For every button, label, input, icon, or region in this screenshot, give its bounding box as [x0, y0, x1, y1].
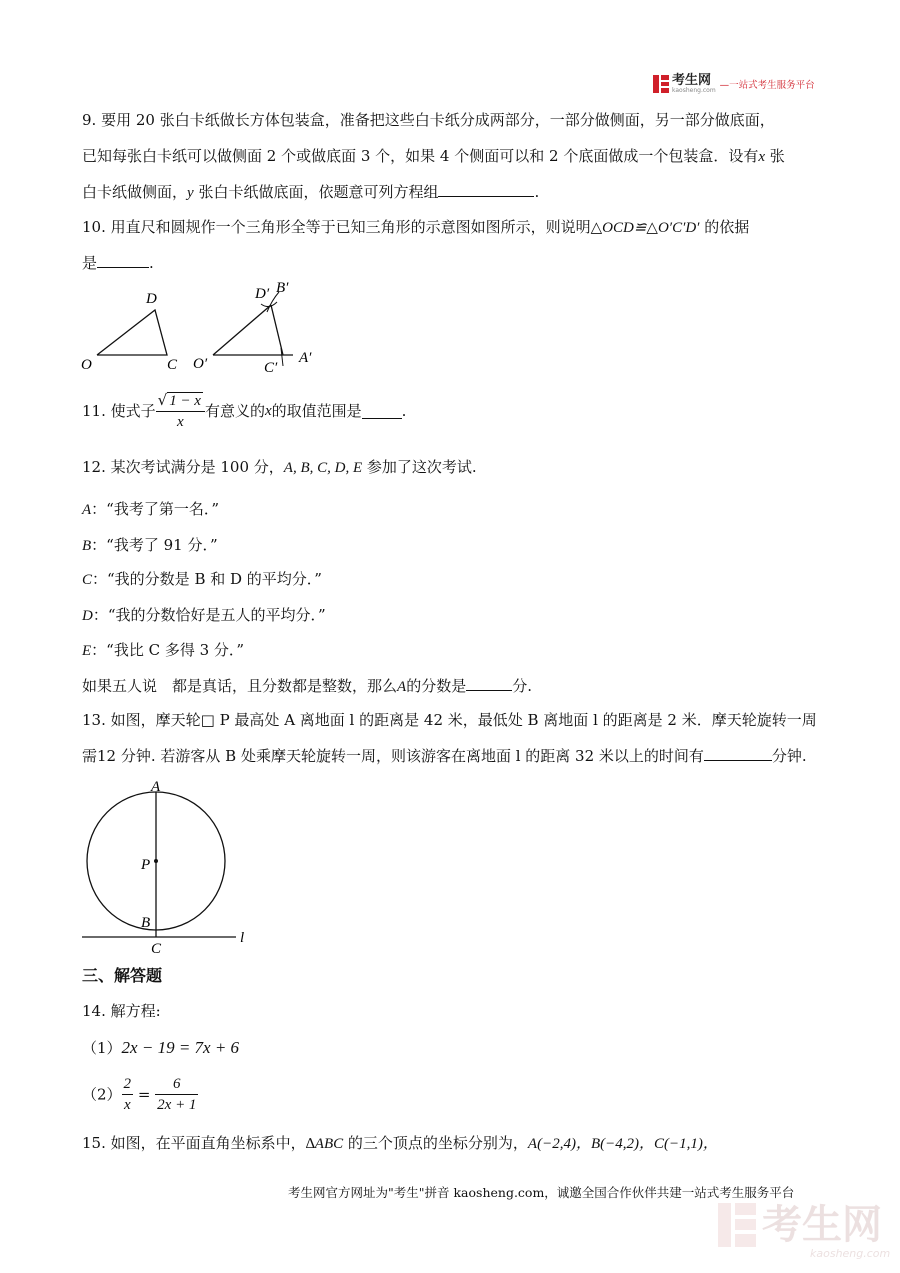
q12-answer-blank — [466, 676, 512, 691]
q13-figure — [78, 775, 278, 960]
label-C-prime: C′ — [264, 360, 278, 376]
label-P: P — [141, 857, 151, 873]
q9-line1: 9. 要用 20 张白卡纸做长方体包装盒，准备把这些白卡纸分成两部分，一部分做侧面，另一部分做底面， — [82, 111, 775, 129]
q13-answer-blank — [704, 746, 772, 761]
footer-text: 考生网官方网址为"考生"拼音 kaosheng.com，诚邀全国合作伙伴共建一站式考生服务平台 — [288, 1185, 795, 1200]
label-l: l — [240, 930, 245, 946]
q9-line3: 白卡纸做侧面，y 张白卡纸做底面，依题意可列方程组 . — [82, 183, 540, 201]
label-B-prime: B′ — [276, 280, 289, 296]
q12-conclusion: 如果五人说 都是真话，且分数都是整数，那么A的分数是 分. — [82, 677, 532, 695]
label-D-prime: D′ — [255, 286, 270, 302]
q12-statement-a: A：“我考了第一名．” — [82, 500, 220, 518]
logo-name: 考生网 — [672, 72, 712, 88]
label-D: D — [146, 291, 157, 307]
q14-eq1: （1）2x − 19 = 7x + 6 — [82, 1038, 240, 1057]
q10-answer-blank — [97, 253, 149, 268]
q12-line1: 12. 某次考试满分是 100 分，A, B, C, D, E 参加了这次考试. — [82, 458, 477, 476]
label-C: C — [167, 357, 178, 373]
q13-line2: 需12 分钟. 若游客从 B 处乘摩天轮旋转一周，则该游客在离地面 l 的距离 32 米以上的时间有 分钟. — [82, 747, 807, 765]
q12-statement-d: D：“我的分数恰好是五人的平均分．” — [82, 606, 326, 624]
label-A: A — [151, 779, 161, 795]
q9-answer-blank — [438, 182, 534, 197]
label-C: C — [151, 941, 162, 957]
section-title: 三、解答题 — [82, 966, 163, 985]
watermark-domain: kaosheng.com — [810, 1247, 891, 1260]
watermark-logo-icon — [718, 1203, 756, 1247]
q10-figure — [75, 278, 335, 378]
label-A-prime: A′ — [299, 350, 312, 366]
q12-statement-b: B：“我考了 91 分．” — [82, 536, 218, 554]
header-logo — [653, 73, 815, 95]
q12-statement-c: C：“我的分数是 B 和 D 的平均分．” — [82, 570, 322, 588]
label-O-prime: O′ — [193, 356, 208, 372]
q9-line2: 已知每张白卡纸可以做侧面 2 个或做底面 3 个，如果 4 个侧面可以和 2 个底面做成一个包装盒．设有x 张 — [82, 147, 785, 165]
logo-domain: kaosheng.com — [672, 86, 716, 94]
kaosheng-logo-icon — [653, 75, 669, 93]
header-slogan: —一站式考生服务平台 — [719, 80, 815, 91]
logo-brand — [672, 72, 716, 94]
q13-line1: 13. 如图，摩天轮□ P 最高处 A 离地面 l 的距离是 42 米，最低处 B 离地面 l 的距离是 2 米．摩天轮旋转一周 — [82, 711, 817, 729]
q10-line2: 是 . — [82, 254, 154, 272]
q10-line1: 10. 用直尺和圆规作一个三角形全等于已知三角形的示意图如图所示，则说明△OCD≌△O′C′D′ 的依据 — [82, 218, 750, 236]
q15-line1: 15. 如图，在平面直角坐标系中，∆ABC 的三个顶点的坐标分别为，A(−2,4)，B(−4,2)，C(−1,1)， — [82, 1134, 718, 1152]
q11-fraction: $\frac{√ 1 - x}{x}$ — [156, 390, 205, 432]
label-B: B — [141, 915, 151, 931]
watermark-text: 考生网 — [762, 1202, 882, 1248]
q14-title: 14. 解方程: — [82, 1002, 161, 1020]
q11-answer-blank — [362, 404, 402, 419]
q12-statement-e: E：“我比 C 多得 3 分．” — [82, 641, 245, 659]
q11-line: 11. 使式子 $\frac{√ 1 - x}{x}$ 有意义的x的取值范围是 . — [82, 391, 407, 430]
footer-watermark — [718, 1202, 891, 1260]
label-O: O — [81, 357, 92, 373]
q14-eq2: （2） $\frac{2}{x}$ = $\frac{6}{2x + 1}$ — [82, 1076, 197, 1113]
